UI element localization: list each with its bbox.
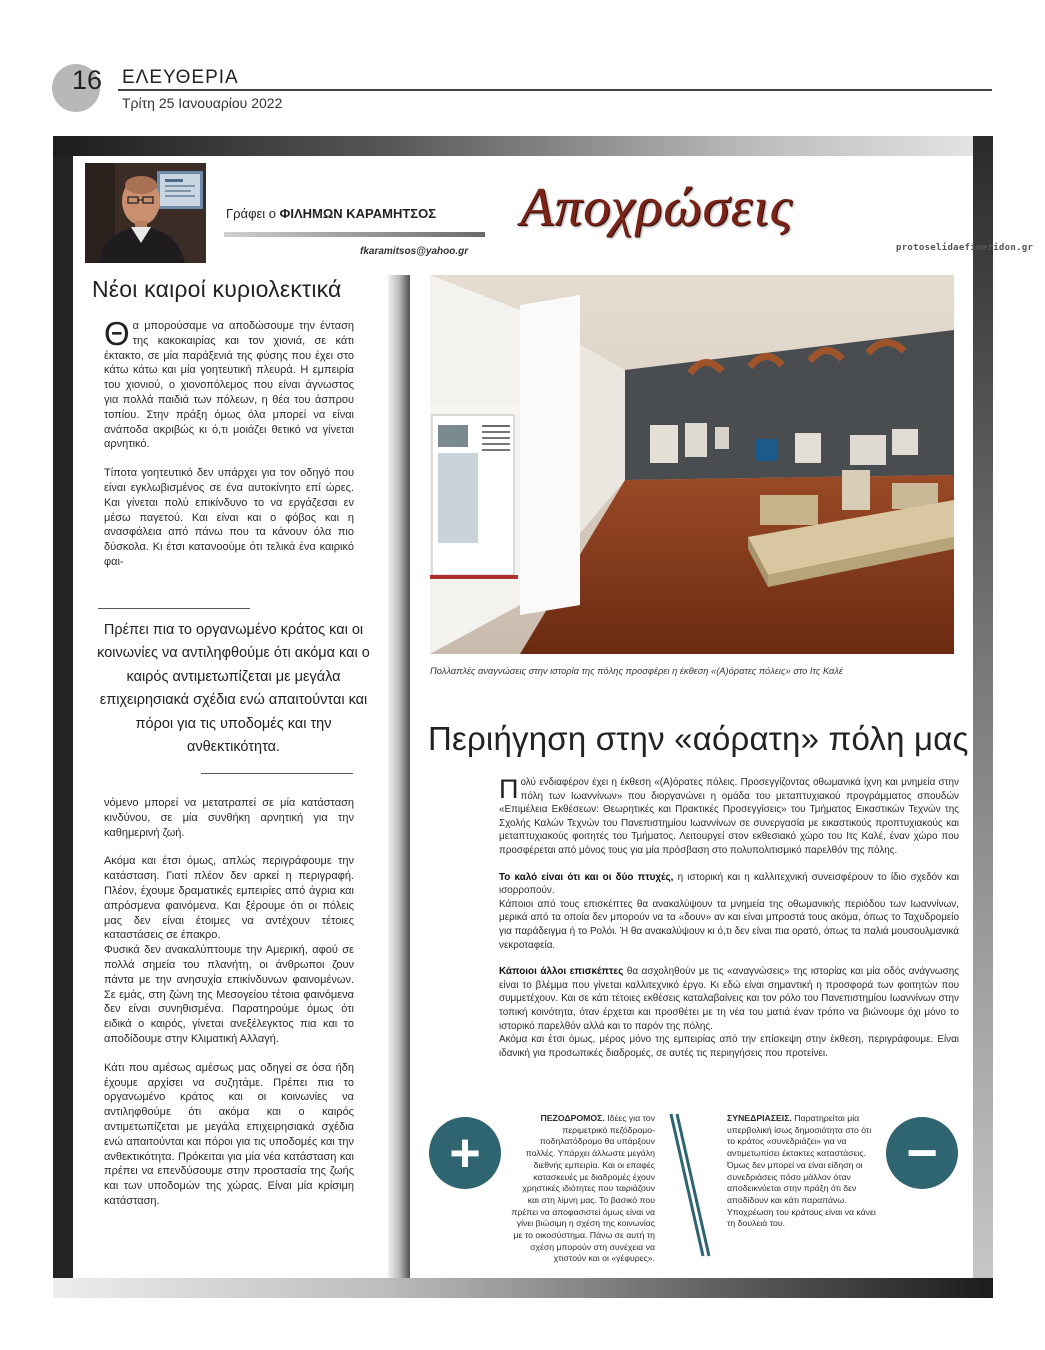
minus-circle bbox=[886, 1117, 958, 1189]
left-paragraph-4: Ακόμα και έτσι όμως, απλώς περιγράφουμε την κατάσταση. Γιατί πλέον δεν αρκεί η περιγραφή. Πλέον, έχουμε δραματικές εμπειρίες από άγρια και απρόσμενα φαινόμενα. Και ξέρουμε ότι οι πόλεις μας δεν είναι έτοιμες να αντέχουν τέτοιες καταστάσεις σε έπακρο. bbox=[104, 855, 354, 942]
left-paragraph-5: Φυσικά δεν ανακαλύπτουμε την Αμερική, αφού σε πολλά σημεία του πλανήτη, οι άνθρωποι ζουν πάντα με την ανησυχία επικίνδυνων φαινομένων. Σε εμάς, στη ζώνη της Μεσογείου τέτοια φαινόμενα δεν είναι συνηθισμένα. Παρατηρούμε όμως ότι ειδικά ο καιρός, γίνεται ανεξέλεγκτος πια και το αποδίδουμε στην Κλιματική Αλλαγή. bbox=[104, 944, 354, 1045]
byline-rule bbox=[224, 232, 485, 237]
frame-left-bar bbox=[53, 156, 73, 1298]
pull-quote-rule-bottom bbox=[201, 773, 353, 774]
minus-box-label: ΣΥΝΕΔΡΙΑΣΕΙΣ. bbox=[727, 1113, 792, 1123]
right-paragraph-1: ολύ ενδιαφέρον έχει η έκθεση «(Α)όρατες πόλεις. Προσεγγίζοντας οθωμανικά ίχνη και μνημεία στην πόλη των Ιωαννίνων» που διοργανώνει η ομάδα του μεταπτυχιακού προγράμματος σπουδών «Επιμέλεια Εκθέσεων: Θεωρητικές και Πρακτικές Προσεγγίσεις» του Τμήματος Εικαστικών Τεχνών της Σχολής Καλών Τεχνών του Πανεπιστημίου Ιωαννίνων σε συνεργασία με εικαστικούς προπτυχιακούς και μεταπτυχιακούς φοιτητές του Τμήματος. Λειτουργεί στον εκθεσιακό χώρο του Ιτς Καλέ, έναν χώρο που προσφέρεται από μόνος τους για μία πρόσβαση στο πολυπολιτισμικό παρελθόν της πόλης. bbox=[499, 777, 959, 856]
plus-box-text bbox=[418, 1113, 655, 1265]
right-paragraph-3: Κάποιοι από τους επισκέπτες θα ανακαλύψουν τα μνημεία της οθωμανικής περιόδου των Ιωαννίνων, μερικά από τα οποία δεν μπορούν να τα «δουν» αν και είναι μπροστά τους ακόμα, όπως το Ταχυδρομείο για παράδειγμα ή το Ρολόι. Ή θα ανακαλύψουν κι ό,τι δεν είναι πια ορατό, όπως τα παλιά μουσουλμανικά νεκροταφεία. bbox=[499, 898, 959, 951]
frame-right-bar bbox=[973, 136, 993, 1298]
byline-prefix: Γράφει ο bbox=[226, 206, 277, 221]
plus-icon: + bbox=[449, 1123, 481, 1183]
minus-box-body: Παρατηρείται μία υπερβολική ίσως δημοσιότητα στο ότι το κράτος «συνεδριάζει» για να αντιμετωπίσει έκτακτες καταστάσεις. Όμως δεν μπορεί να είναι είδηση οι συνεδριάσεις πόσο μάλλον όταν αποδεικνύεται στην πράξη ότι δεν αποδίδουν και κάτι παραπάνω. Υποχρέωση του κράτους είναι να κάνει τη δουλειά του. bbox=[727, 1113, 876, 1229]
left-article-intro bbox=[104, 315, 354, 570]
column-divider bbox=[388, 275, 410, 1278]
right-paragraph-2: η ιστορική και η καλλιτεχνική συνεισφέρουν το ίδιο σχεδόν και ισορροπούν. bbox=[499, 871, 959, 897]
frame-top-bar bbox=[53, 136, 993, 156]
newspaper-name: ΕΛΕΥΘΕΡΙΑ bbox=[122, 67, 239, 88]
left-article-body bbox=[104, 796, 354, 1209]
byline bbox=[226, 206, 436, 221]
issue-date: Τρίτη 25 Ιανουαρίου 2022 bbox=[122, 95, 283, 111]
pull-quote-rule-top bbox=[98, 608, 250, 609]
watermark: protoselidaefimeridon.gr bbox=[896, 243, 1034, 253]
right-article-body bbox=[499, 776, 959, 1060]
page-number: 16 bbox=[72, 65, 103, 95]
frame-bottom-bar bbox=[53, 1278, 993, 1298]
author-email[interactable]: fkaramitsos@yahoo.gr bbox=[360, 246, 469, 257]
header-rule bbox=[118, 89, 992, 91]
right-article-title: Περιήγηση στην «αόρατη» πόλη μας bbox=[428, 720, 969, 757]
right-paragraph-5: Ακόμα και έτσι όμως, μέρος μόνο της εμπειρίας από την επίσκεψη στην έκθεση, περιγράφουμε. Είναι ιδανική για προσωπικές διαδρομές, σε αυτές τις περιηγήσεις που προτείνει. bbox=[499, 1034, 959, 1059]
left-paragraph-6: Κάτι που αμέσως αμέσως μας οδηγεί σε όσα ήδη έχουμε αρχίσει να συζητάμε. Πρέπει πια το οργανωμένο κράτος και οι κοινωνίες να αντιληφθούμε ότι ακόμα και ο καιρός αντιμετωπίζεται με μεγάλα επιχειρησιακά σχέδια ενώ απαιτούνται και πόροι για τις υποδομές και την ανθεκτικότητα. Πρόκειται για μία νέα κατάσταση και πρέπει να επενδύσουμε στην προστασία της ζωής και των υποδομών της χώρας. Είναι μία κρίσιμη κατάσταση. bbox=[104, 1061, 354, 1207]
byline-name: ΦΙΛΗΜΩΝ ΚΑΡΑΜΗΤΣΟΣ bbox=[279, 206, 436, 221]
exhibition-photo bbox=[430, 275, 954, 654]
plus-box-label: ΠΕΖΟΔΡΟΜΟΣ. bbox=[540, 1113, 605, 1123]
right-paragraph-4: θα ασχοληθούν με τις «αναγνώσεις» της ιστορίας και μία οδός ανάγνωσης είναι το βλέμμα που γίνεται καλλιτεχνικό έργο. Κι εδώ είναι σημαντική η προσφορά των φοιτητών που συμμετέχουν. Και σε κάτι τέτοιες εκθέσεις καταλαβαίνεις και τον ρόλο του Πανεπιστημίου Ιωαννίνων στην τοπική κοινότητα, όταν έρχεται και προσθέτει με τη νέα του ματιά έναν τρόπο να βιώνουμε όχι μόνο το ιστορικό παρελθόν αλλά και το παρόν της πόλης. bbox=[499, 966, 959, 1032]
left-paragraph-2: Τίποτα γοητευτικό δεν υπάρχει για τον οδηγό που είναι εγκλωβισμένος σε ένα αυτοκίνητο επί ώρες. Και γίνεται πολύ επικίνδυνο το να εργάζεσαι εν μέσω παγετού. Και είναι και ο φόβος και η ανασφάλεια από πάνω που τα κάνουν όλα πιο δύσκολα. Κι έτσι κατανοούμε ότι τελικά ένα καιρικό φαι- bbox=[104, 467, 354, 568]
right-dropcap: Π bbox=[499, 774, 519, 804]
box-separator-icon bbox=[663, 1112, 713, 1258]
minus-icon: − bbox=[906, 1123, 938, 1183]
plus-box-body: Ιδέες για τον περιμετρικό πεζόδρομο- ποδηλατόδρομο θα υπάρξουν πολλές. Υπάρχει άλλωστε μεγάλη διεθνής εμπειρία. Και οι επαφές κατασκευές με διαδρομές έχουν χρηστικές ιδιότητες που ταιριάζουν και στη λίμνη μας. Το βασικό που πρέπει να αποφασιστεί όμως είναι να γίνει βιώσιμη η σχέση της κοινωνίας με το οικοσύστημα. Πάνω σε αυτή τη σχέση μπορούν στη συνέχεια να χτιστούν και οι «γέφυρες». bbox=[511, 1113, 655, 1264]
left-dropcap: Θ bbox=[104, 315, 130, 352]
author-photo bbox=[85, 163, 206, 263]
left-paragraph-3: νόμενο μπορεί να μετατραπεί σε μία κατάσταση κινδύνου, σε μία συνθήκη αρνητική για την καθημερινή ζωή. bbox=[104, 797, 354, 839]
left-paragraph-1: α μπορούσαμε να αποδώσουμε την ένταση της κακοκαιρίας και τον χιονιά, σε κάτι έκτακτο, σε μία παράξενιά της φύσης που έχει στο κάτω κάτω και μία γοητευτική πλευρά. Η εμπειρία του χιονιού, ο χιονοπόλεμος που είναι άγνωστος για πολλά παιδιά των πόλεων, η θέα του άσπρου τοπίου. Στην πράξη όμως όλα μπορεί να είναι ανάποδα ακριβώς κι ό,τι μοιάζει θετικό να γίνεται αρνητικό. bbox=[104, 320, 354, 451]
right-paragraph-2-lead: Το καλό είναι ότι και οι δύο πτυχές, bbox=[499, 871, 674, 883]
left-article-title: Νέοι καιροί κυριολεκτικά bbox=[92, 276, 342, 302]
column-logo: Αποχρώσεις bbox=[520, 176, 793, 237]
pull-quote: Πρέπει πια το οργανωμένο κράτος και οι κοινωνίες να αντιληφθούμε ότι ακόμα και ο καιρός αντιμετωπίζεται με μεγάλα επιχειρησιακά σχέδια ενώ απαιτούνται και πόροι για τις υποδομές και την ανθεκτικότητα. bbox=[97, 622, 370, 756]
photo-caption: Πολλαπλές αναγνώσεις στην ιστορία της πόλης προσφέρει η έκθεση «(Α)όρατες πόλεις» στο Ιτς Καλέ bbox=[430, 666, 844, 676]
right-paragraph-4-lead: Κάποιοι άλλοι επισκέπτες bbox=[499, 966, 624, 978]
